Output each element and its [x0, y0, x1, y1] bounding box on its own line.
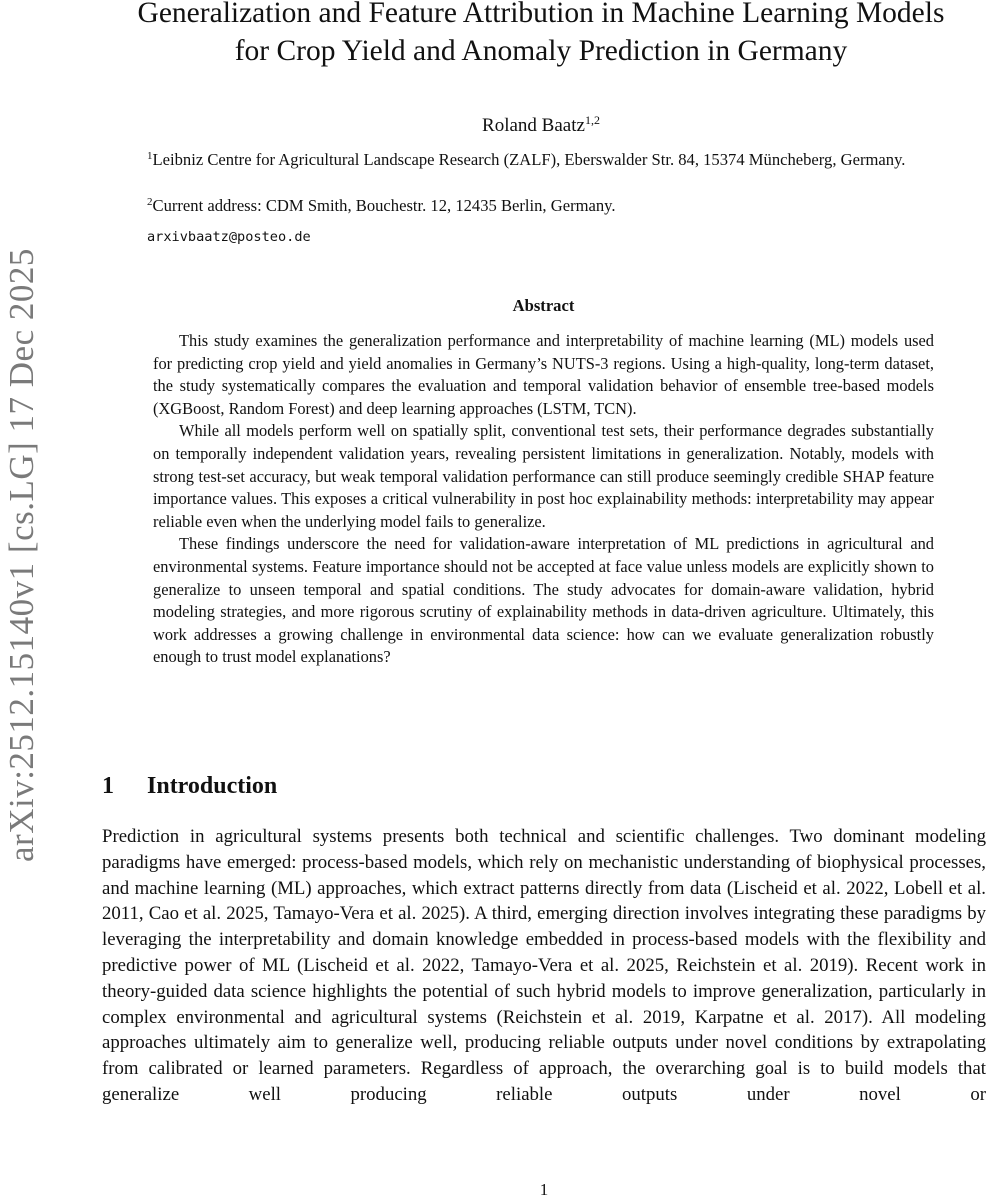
page-number: 1 [539, 1180, 549, 1199]
affiliation-2-text: Current address: CDM Smith, Bouchestr. 12, 12435 Berlin, Germany. [152, 196, 616, 215]
author-name: Roland Baatz [482, 115, 585, 136]
author-email: arxivbaatz@posteo.de [147, 229, 311, 245]
author-affiliation-marks: 1,2 [584, 113, 600, 127]
affiliation-1-text: Leibniz Centre for Agricultural Landscape Research (ZALF), Eberswalder Str. 84, 15374 Müncheberg, Germany. [152, 150, 906, 169]
paper-title [96, 0, 986, 70]
abstract-paragraph-3: These findings underscore the need for validation-aware interpretation of ML predictions in agricultural and environmental systems. Feature importance should not be accepted at face value unless models are explicitly shown to generalize to unseen temporal and spatial conditions. The study advocates for domain-aware validation, hybrid modeling strategies, and more rigorous scrutiny of explainability methods in data-driven agriculture. Ultimately, this work addresses a growing challenge in environmental data science: how can we evaluate generalization robustly enough to trust model explanations? [153, 534, 934, 667]
introduction-paragraph: Prediction in agricultural systems presents both technical and scientific challenges. Two dominant modeling paradigms have emerged: process-based models, which rely on mechanistic understanding of biophysical processes, and machine learning (ML) approaches, which extract patterns directly from data (Lischeid et al. 2022, Lobell et al. 2011, Cao et al. 2025, Tamayo-Vera et al. 2025). A third, emerging direction involves integrating these paradigms by leveraging the interpretability and domain knowledge embedded in process-based models with the flexibility and predictive power of ML (Lischeid et al. 2022, Tamayo-Vera et al. 2025, Reichstein et al. 2019). Recent work in theory-guided data science highlights the potential of such hybrid models to improve generalization, particularly in complex environmental and agricultural systems (Reichstein et al. 2019, Karpatne et al. 2017). All modeling approaches ultimately aim to generalize well, producing reliable outputs under novel conditions by extrapolating from calibrated or learned parameters. Regardless of approach, the overarching goal is to build models that generalize well producing reliable outputs under novel or [102, 826, 986, 1105]
author [96, 114, 986, 138]
affiliation-2-mark: 2 [147, 196, 153, 208]
abstract-body [153, 330, 934, 669]
affiliation-1 [147, 149, 940, 171]
arxiv-identifier: arXiv:2512.15140v1 [cs.LG] 17 Dec 2025 [2, 248, 41, 862]
section-title: Introduction [147, 773, 278, 799]
abstract-paragraph-2: While all models perform well on spatially split, conventional test sets, their performance degrades substantially on temporally independent validation years, revealing persistent limitations in generalization. Notably, models with strong test-set accuracy, but weak temporal validation performance can still produce seemingly credible SHAP feature importance values. This exposes a critical vulnerability in post hoc explainability methods: interpretability may appear reliable even when the underlying model fails to generalize. [153, 421, 934, 531]
paper-title-line-1: Generalization and Feature Attribution in Machine Learning Models [137, 0, 945, 29]
section-number: 1 [102, 773, 114, 799]
paper-title-line-2: for Crop Yield and Anomaly Prediction in Germany [234, 35, 848, 67]
abstract-heading: Abstract [512, 296, 575, 315]
affiliation-2 [147, 195, 940, 217]
affiliation-1-mark: 1 [147, 150, 153, 162]
abstract-paragraph-1: This study examines the generalization performance and interpretability of machine learning (ML) models used for predicting crop yield and yield anomalies in Germany’s NUTS-3 regions. Using a high-quality, long-term dataset, the study systematically compares the evaluation and temporal validation behavior of ensemble tree-based models (XGBoost, Random Forest) and deep learning approaches (LSTM, TCN). [153, 331, 934, 418]
section-heading-introduction [102, 770, 277, 802]
